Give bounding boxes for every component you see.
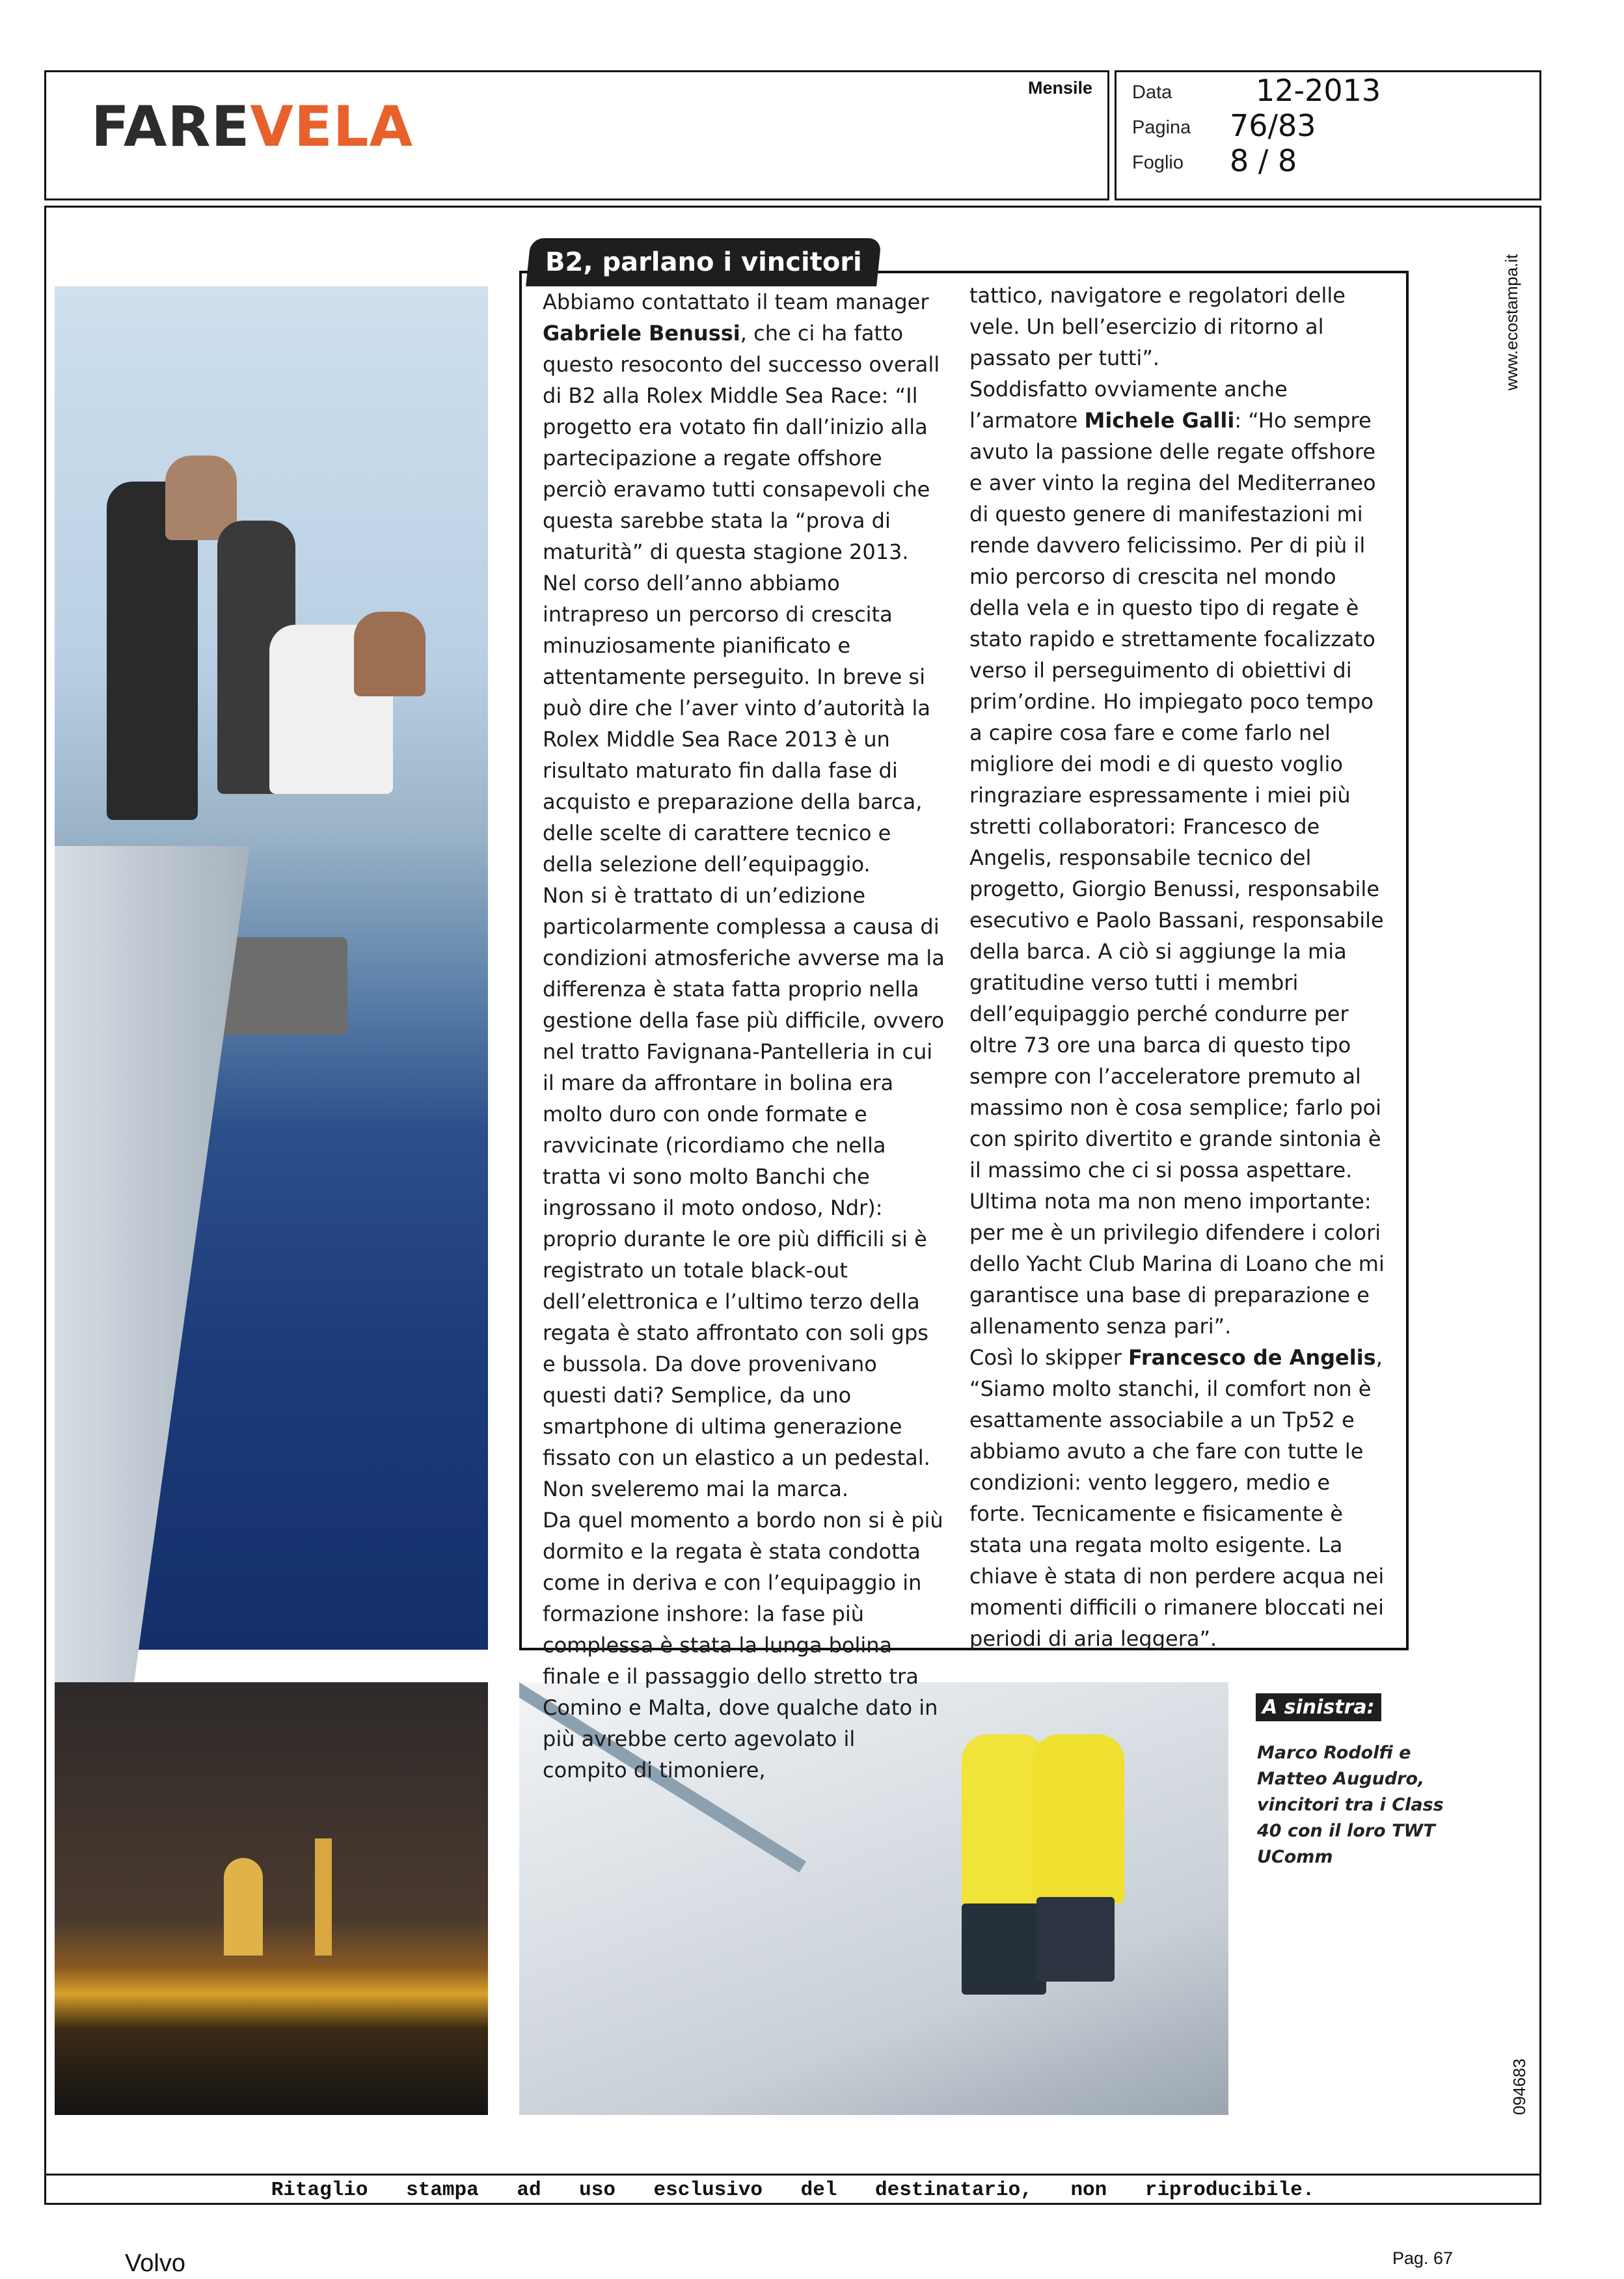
text-run: Soddisfatto ovviamente anche l’armatore — [969, 377, 1288, 433]
logo-vela: VELA — [250, 94, 414, 159]
person-name: Gabriele Benussi — [543, 321, 740, 346]
paragraph: Da quel momento a bordo non si è più dormito e la regata è stata condotta come in deriva e con l’equipaggio in formazione inshore: la fase più complessa è stata la lunga bolina finale e il passaggio dello stretto tra Comino e Malta, dove qualche dato in più avrebbe certo agevolato il compito di timoniere, — [543, 1508, 943, 1782]
text-run: , che ci ha fatto questo resoconto del successo overall di B2 alla Rolex Middle Sea Race: “Il progetto era votato fin dall’inizio alla partecipazione a regate offshore perciò eravamo tutti consapevoli che questa sarebbe stata la “prova di maturità” di questa stagione 2013. Nel corso dell’anno abbiamo intrapreso un percorso di crescita minuziosamente pianificato e attentamente perseguito. In breve si può dire che l’aver vinto d’autorità la Rolex Middle Sea Race 2013 è un risultato maturato fin dalla fase di acquisto e preparazione della barca, delle scelte di carattere tecnico e della selezione dell’equipaggio. — [543, 321, 940, 877]
magazine-logo — [91, 94, 414, 159]
page-number: Pag. 67 — [1392, 2248, 1454, 2268]
paragraph — [969, 1342, 1386, 1654]
text-run: , “Siamo molto stanchi, il comfort non è esattamente associabile a un Tp52 e abbiamo avuto a che fare con tutte le condizioni: vento leggero, medio e forte. Tecnicamente e fisicamente è stata una regata molto esigente. La chiave è stata di non perdere acqua nei momenti difficili o rimanere bloccati nei periodi di aria leggera”. — [969, 1345, 1385, 1651]
side-code: 094683 — [1509, 2058, 1529, 2115]
publication-frequency: Mensile — [1028, 78, 1093, 98]
article-column-2 — [969, 280, 1386, 1654]
foglio-label: Foglio — [1132, 152, 1184, 173]
article-title-text: B2, parlano i vincitori — [545, 247, 862, 277]
side-url: www.ecostampa.it — [1502, 254, 1521, 390]
paragraph — [969, 374, 1386, 1342]
caption-tag: A sinistra: — [1256, 1693, 1381, 1721]
data-label: Data — [1132, 82, 1172, 103]
footer-divider — [44, 2174, 1541, 2176]
paragraph: Non si è trattato di un’edizione particolarmente complessa a causa di condizioni atmosferiche avverse ma la differenza è stata fatta proprio nella gestione della fase più difficile, ovvero nel tratto Favignana-Pantelleria in cui il mare da affrontare in bolina era molto duro con onde formate e ravvicinate (ricordiamo che nella tratta vi sono molto Banchi che ingrossano il moto ondoso, Ndr): proprio durante le ore più difficili si è registrato un totale black-out dell’elettronica e l’ultimo terzo della regata è stato affrontato con soli gps e bussola. Da dove provenivano questi dati? Semplice, da uno smartphone di ultima generazione fissato con un elastico a un pedestal. Non sveleremo mai la marca. — [543, 883, 945, 1501]
paragraph — [543, 286, 946, 880]
text-run: : “Ho sempre avuto la passione delle regate offshore e aver vinto la regina del Mediterraneo di questo genere di manifestazioni mi rende davvero felicissimo. Per di più il mio percorso di crescita nel mondo della vela e in questo tipo di regate è stato rapido e strettamente focalizzato verso il perseguimento di obiettivi di prim’ordine. Ho impiegato poco tempo a capire cosa fare e come farlo nel migliore dei modi e di questo voglio ringraziare espressamente i miei più stretti collaboratori: Francesco de Angelis, responsabile tecnico del progetto, Giorgio Benussi, responsabile esecutivo e Paolo Bassani, responsabile della barca. A ciò si aggiunge la mia gratitudine verso tutti i membri dell’equipaggio perché condurre per oltre 73 ore una barca di questo tipo sempre con l’acceleratore premuto al massimo non è cosa semplice; farlo poi con spirito divertito e grande sintonia è il massimo che ci si possa aspettare. Ultima nota ma non meno importante: per me è un privilegio difendere i colori dello Yacht Club Marina di Loano che mi garantisce una base di preparazione e allenamento senza pari”. — [969, 408, 1385, 1339]
photo-caption: Marco Rodolfi e Matteo Augudro, vincitori tra i Class 40 con il loro TWT UComm — [1257, 1743, 1444, 1867]
foglio-value: 8 / 8 — [1230, 143, 1297, 178]
article-title — [526, 238, 882, 286]
logo-fare: FARE — [91, 94, 250, 159]
text-run: Così lo skipper — [969, 1345, 1129, 1370]
pagina-label: Pagina — [1132, 117, 1191, 138]
paragraph: tattico, navigatore e regolatori delle vele. Un bell’esercizio di ritorno al passato per tutti”. — [969, 283, 1346, 370]
text-run: Abbiamo contattato il team manager — [543, 290, 929, 314]
person-name: Michele Galli — [1084, 408, 1235, 433]
data-value: 12-2013 — [1256, 73, 1381, 108]
pagina-value: 76/83 — [1230, 108, 1316, 143]
photo-malta-night — [55, 1682, 488, 2115]
client-name: Volvo — [125, 2250, 185, 2277]
article-column-1 — [543, 286, 946, 1786]
person-name: Francesco de Angelis — [1128, 1345, 1376, 1370]
footer-notice: Ritaglio stampa ad uso esclusivo del destinatario, non riproducibile. — [271, 2179, 1315, 2202]
